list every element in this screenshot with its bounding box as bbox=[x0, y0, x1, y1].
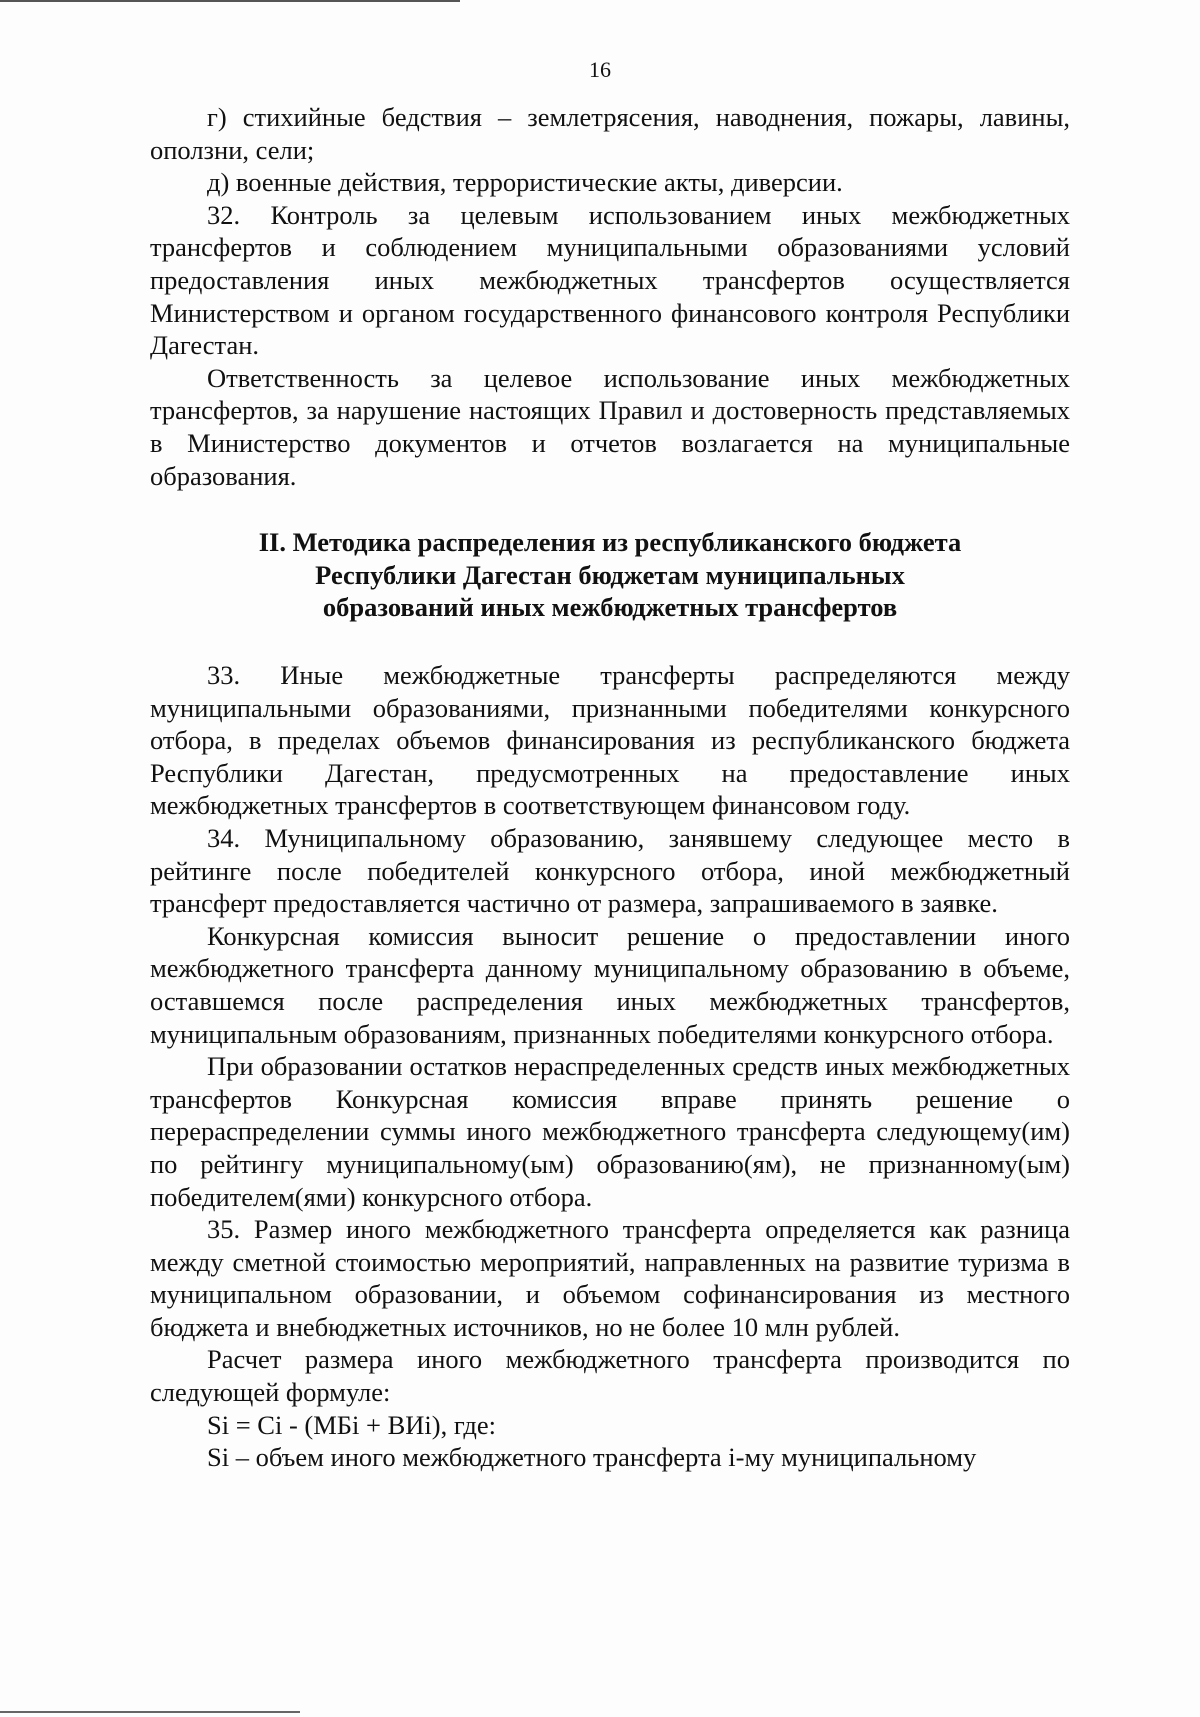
paragraph-commission-decision: Конкурсная комиссия выносит решение о предоставлении иного межбюджетного трансферта данному муниципальному образованию в объеме, оставшемся после распределения иных межбюджетных трансфертов, муниципальным образованиям, признанных победителями конкурсного отбора. bbox=[150, 920, 1070, 1049]
paragraph-32-control: 32. Контроль за целевым использованием иных межбюджетных трансфертов и соблюдением муниципальными образованиями условий предоставления иных межбюджетных трансфертов осуществляется Министерством и органом государственного финансового контроля Республики Дагестан. bbox=[150, 199, 1070, 361]
formula: Si = Ci - (МБi + ВИi), где: bbox=[207, 1409, 496, 1440]
paragraph-responsibility: Ответственность за целевое использование иных межбюджетных трансфертов, за нарушение настоящих Правил и достоверность представляемых в Министерство документов и отчетов возлагается на муниципальные образования. bbox=[150, 362, 1070, 491]
heading-line-3: образований иных межбюджетных трансфертов bbox=[322, 592, 898, 623]
section-heading bbox=[150, 526, 1070, 624]
paragraph-calculation: Расчет размера иного межбюджетного трансферта производится по следующей формуле: bbox=[150, 1344, 1070, 1408]
section-1-text bbox=[150, 101, 1070, 492]
paragraph-si-definition: Si – объем иного межбюджетного трансферта i-му муниципальному bbox=[207, 1442, 977, 1473]
section-2-text bbox=[150, 659, 1070, 1474]
scan-edge-bottom bbox=[0, 1711, 300, 1713]
paragraph-natural-disasters: г) стихийные бедствия – землетрясения, наводнения, пожары, лавины, оползни, сели; bbox=[150, 102, 1070, 165]
page-number: 16 bbox=[589, 57, 611, 82]
paragraph-34-next-place: 34. Муниципальному образованию, занявшему следующее место в рейтинге после победителей конкурсного отбора, иной межбюджетный трансферт предоставляется частично от размера, запрашиваемого в заявке. bbox=[150, 822, 1070, 919]
paragraph-redistribution: При образовании остатков нераспределенных средств иных межбюджетных трансфертов Конкурсная комиссия вправе принять решение о перераспределении суммы иного межбюджетного трансферта следующему(им) по рейтингу муниципальному(ым) образованию(ям), не признанному(ым) победителем(ями) конкурсного отбора. bbox=[150, 1051, 1070, 1212]
scan-edge-top bbox=[0, 0, 460, 2]
heading-line-1: II. Методика распределения из республиканского бюджета bbox=[258, 527, 962, 557]
paragraph-33-distribution: 33. Иные межбюджетные трансферты распределяются между муниципальными образованиями, признанными победителями конкурсного отбора, в пределах объемов финансирования из республиканского бюджета Республики Дагестан, предусмотренных на предоставление иных межбюджетных трансфертов в соответствующем финансовом году. bbox=[150, 660, 1070, 821]
heading-line-2: Республики Дагестан бюджетам муниципальных bbox=[315, 559, 905, 590]
paragraph-military-actions: д) военные действия, террористические акты, диверсии. bbox=[207, 167, 843, 198]
paragraph-35-size: 35. Размер иного межбюджетного трансферта определяется как разница между сметной стоимостью мероприятий, направленных на развитие туризма в муниципальном образовании, и объемом софинансирования из местного бюджета и внебюджетных источников, но не более 10 млн рублей. bbox=[150, 1214, 1070, 1342]
